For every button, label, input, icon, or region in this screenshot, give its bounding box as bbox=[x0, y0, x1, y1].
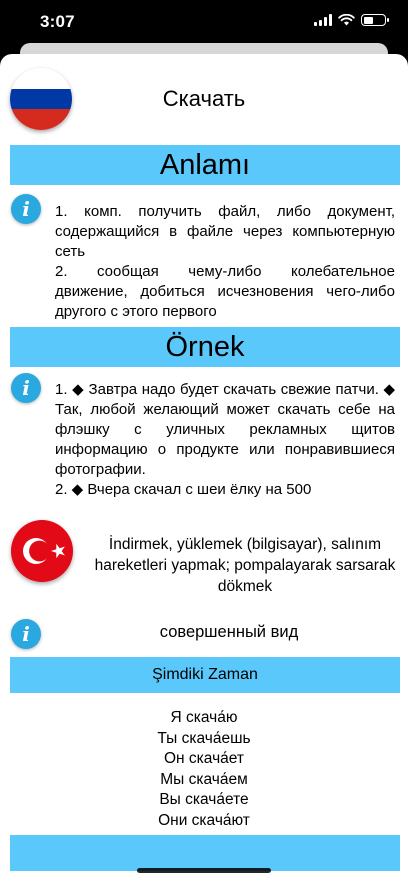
info-icon[interactable]: i bbox=[11, 373, 41, 403]
conjugation-form: Он скача́ет bbox=[164, 750, 244, 767]
status-icons bbox=[314, 14, 386, 26]
status-bar bbox=[0, 0, 408, 44]
example-text bbox=[55, 380, 395, 498]
status-time: 3:07 bbox=[40, 12, 75, 31]
cellular-signal-icon bbox=[314, 14, 332, 26]
info-icon[interactable]: i bbox=[11, 194, 41, 224]
example-line: 1. ◆ Завтра надо будет скачать свежие патчи. ◆ Так, любой желающий может скачать себе на флэшку с уличных рекламных щитов информацию о продукте или понравившиеся фотографии. bbox=[55, 381, 395, 478]
home-indicator[interactable] bbox=[137, 868, 271, 873]
meaning-text bbox=[55, 202, 395, 320]
tense-header: Şimdiki Zaman bbox=[10, 657, 400, 693]
turkey-flag-icon bbox=[11, 520, 73, 582]
meaning-line: 1. комп. получить файл, либо документ, содержащийся в файле через компьютерную сеть bbox=[55, 203, 395, 260]
conjugation-list bbox=[0, 708, 408, 831]
word-title: Скачать bbox=[162, 86, 246, 111]
conjugation-form: Мы скача́ем bbox=[160, 770, 248, 788]
example-header: Örnek bbox=[10, 327, 400, 367]
word-detail-sheet[interactable] bbox=[0, 54, 408, 883]
conjugation-form: Ты скача́ешь bbox=[157, 729, 251, 747]
conjugation-form: Я скача́ю bbox=[170, 709, 238, 726]
meaning-header: Anlamı bbox=[10, 145, 400, 185]
turkish-translation: İndirmek, yüklemek (bilgisayar), salınım hareketleri yapmak; pompalayarak sarsarak dökmek bbox=[94, 536, 396, 595]
info-icon[interactable]: i bbox=[11, 619, 41, 649]
conjugation-form: Вы скача́ете bbox=[159, 791, 249, 808]
conjugation-form: Они скача́ют bbox=[158, 811, 250, 829]
battery-icon bbox=[361, 14, 386, 26]
next-tense-header bbox=[10, 835, 400, 871]
wifi-icon bbox=[338, 14, 355, 26]
verb-aspect: совершенный вид bbox=[159, 623, 299, 641]
meaning-line: 2. сообщая чему-либо колебательное движение, добиться исчезновения чего-либо другого с этого первого bbox=[55, 263, 395, 320]
example-line: 2. ◆ Вчера скачал с шеи ёлку на 500 bbox=[55, 481, 312, 498]
